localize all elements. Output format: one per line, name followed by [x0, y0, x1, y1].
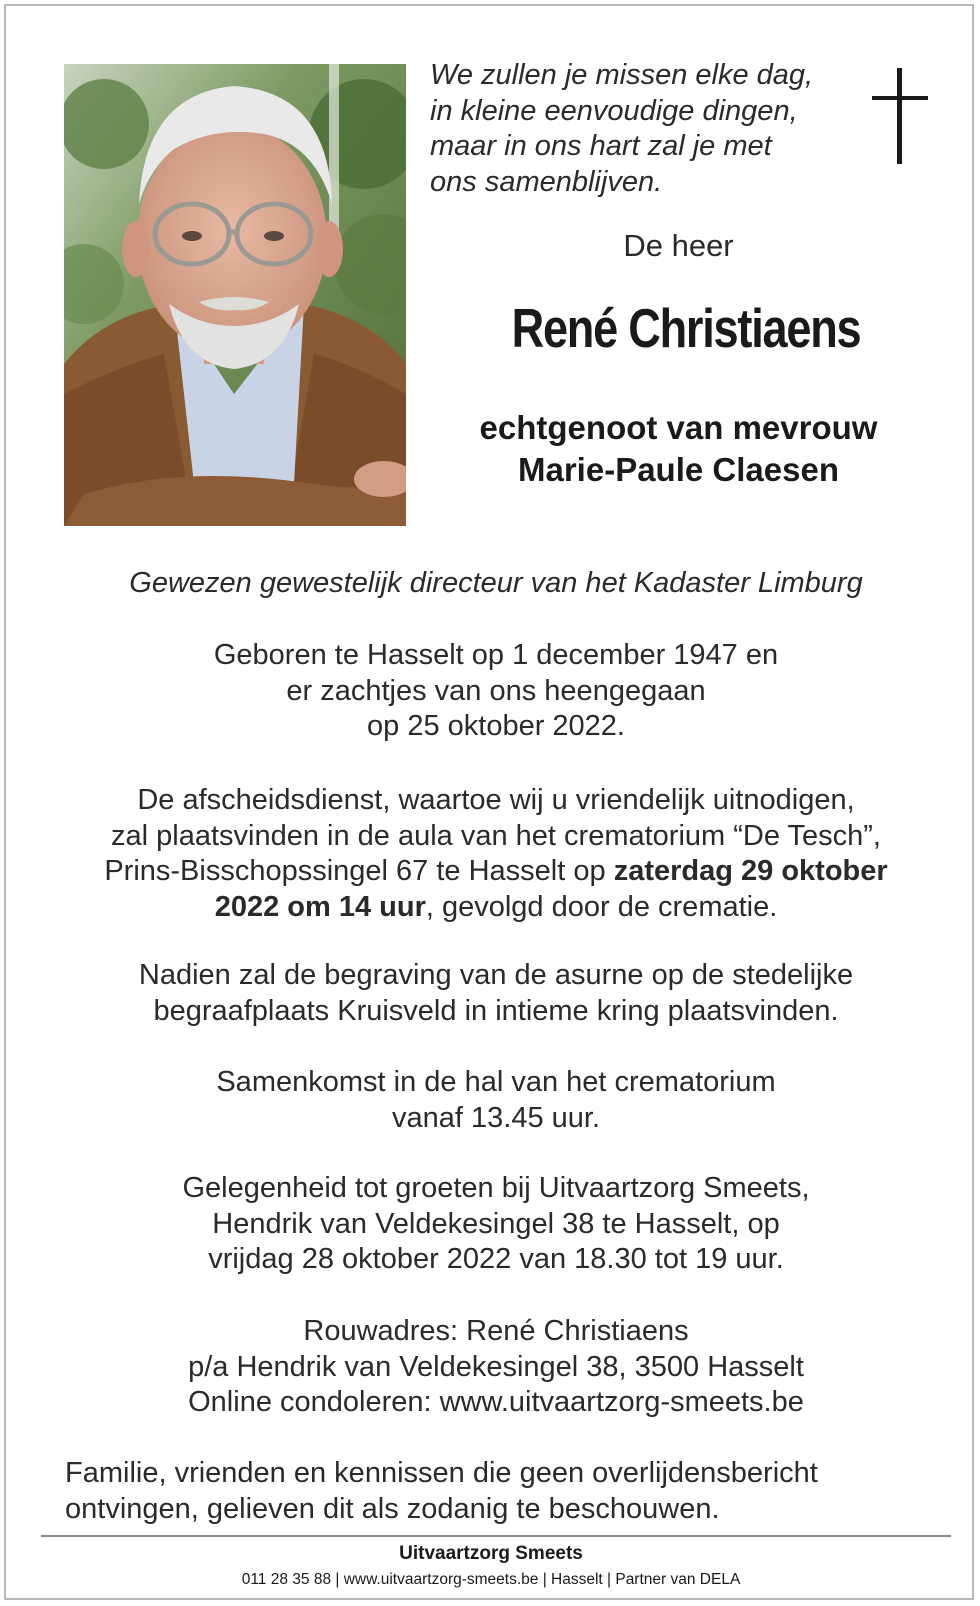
visitation-paragraph	[46, 1171, 946, 1278]
text-line: zal plaatsvinden in de aula van het crematorium “De Tesch”,	[111, 819, 881, 852]
former-role: Gewezen gewestelijk directeur van het Kadaster Limburg	[129, 567, 863, 599]
text-line: Geboren te Hasselt op 1 december 1947 en	[213, 639, 779, 671]
footer-company: Uitvaartzorg Smeets	[399, 1543, 583, 1564]
poem-line: in kleine eenvoudige dingen,	[430, 94, 798, 127]
footer-details: 011 28 35 88 | www.uitvaartzorg-smeets.be | Hasselt | Partner van DELA	[241, 1571, 741, 1588]
service-paragraph	[46, 783, 946, 925]
family-note	[65, 1456, 945, 1527]
poem	[430, 58, 860, 200]
service-date: zaterdag 29 oktober	[613, 855, 888, 887]
text-line	[46, 854, 946, 890]
text-segment: Prins-Bisschopssingel 67 te Hasselt op	[104, 855, 614, 887]
address-paragraph	[46, 1314, 946, 1421]
spouse-line: echtgenoot van mevrouw	[479, 409, 878, 446]
text-line: op 25 oktober 2022.	[367, 710, 625, 742]
text-line: er zachtjes van ons heengegaan	[286, 674, 706, 707]
text-line: De afscheidsdienst, waartoe wij u vriendelijk uitnodigen,	[137, 784, 855, 816]
birth-death-paragraph	[46, 638, 946, 745]
burial-paragraph	[46, 958, 946, 1029]
text-line	[46, 890, 946, 926]
footer-divider	[41, 1535, 951, 1537]
text-line: Samenkomst in de hal van het crematorium	[216, 1066, 776, 1098]
deceased-name: René Christiaens	[511, 297, 861, 359]
salutation: De heer	[623, 228, 734, 263]
poem-line: We zullen je missen elke dag,	[430, 59, 814, 91]
text-line: ontvingen, gelieven dit als zodanig te beschouwen.	[65, 1492, 720, 1525]
cross-icon	[872, 68, 928, 164]
gathering-paragraph	[46, 1065, 946, 1136]
text-line: Gelegenheid tot groeten bij Uitvaartzorg Smeets,	[182, 1172, 810, 1204]
spouse-info	[426, 407, 931, 491]
text-line: p/a Hendrik van Veldekesingel 38, 3500 Hasselt	[188, 1350, 804, 1383]
text-segment: , gevolgd door de crematie.	[425, 890, 778, 923]
text-line: vrijdag 28 oktober 2022 van 18.30 tot 19 uur.	[208, 1243, 784, 1275]
condolence-link[interactable]: Online condoleren: www.uitvaartzorg-smeets.be	[188, 1386, 804, 1418]
text-line: begraafplaats Kruisveld in intieme kring plaatsvinden.	[153, 994, 839, 1027]
text-line: Familie, vrienden en kennissen die geen overlijdensbericht	[65, 1457, 818, 1489]
service-time: 2022 om 14 uur	[214, 890, 426, 923]
spouse-name: Marie-Paule Claesen	[518, 451, 839, 488]
text-line: Hendrik van Veldekesingel 38 te Hasselt, op	[212, 1207, 780, 1240]
text-line: Rouwadres: René Christiaens	[303, 1315, 689, 1347]
portrait-photo	[64, 64, 406, 526]
obituary-card	[4, 4, 974, 1600]
text-line: vanaf 13.45 uur.	[392, 1101, 600, 1134]
text-line: Nadien zal de begraving van de asurne op de stedelijke	[138, 959, 854, 991]
poem-line: ons samenblijven.	[430, 165, 663, 198]
poem-line: maar in ons hart zal je met	[430, 130, 772, 162]
